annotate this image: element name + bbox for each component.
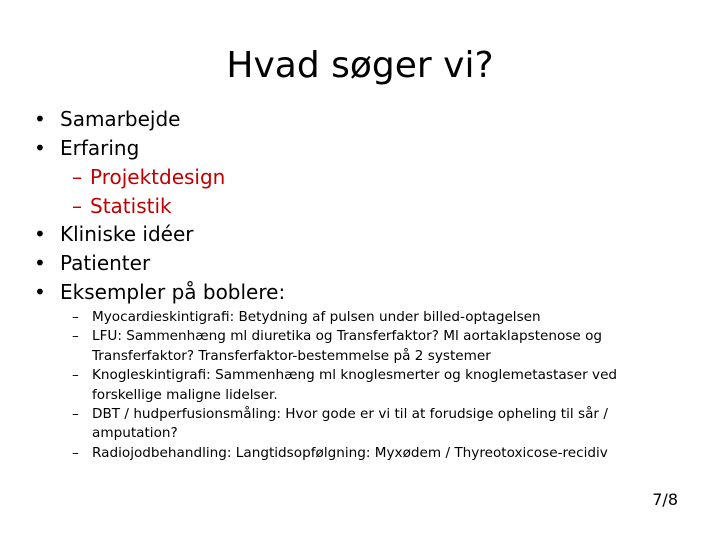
bullet-label: Eksempler på boblere: bbox=[60, 280, 286, 304]
dash-marker: – bbox=[72, 444, 79, 461]
bullet-marker: • bbox=[34, 136, 46, 160]
dash-marker: – bbox=[72, 194, 82, 218]
bullet-marker: • bbox=[34, 251, 46, 275]
bullet-label: Kliniske idéer bbox=[60, 222, 194, 246]
dash-marker: – bbox=[72, 309, 79, 325]
example-text: LFU: Sammenhæng ml diuretika og Transferfaktor? Ml aortaklapstenose og Transferfaktor? Transferfaktor-bestemmelse på 2 systemer bbox=[92, 328, 603, 364]
example-text: Radiojodbehandling: Langtidsopfølgning: Myxødem / Thyreotoxicose-recidiv bbox=[92, 444, 608, 461]
bullet-label: Patienter bbox=[60, 251, 151, 275]
dash-marker: – bbox=[72, 367, 79, 384]
bullet-erfaring bbox=[34, 134, 139, 163]
dash-marker: – bbox=[72, 165, 82, 189]
bullet-label: Erfaring bbox=[60, 136, 140, 160]
example-item bbox=[72, 308, 672, 327]
sub-bullet-projektdesign bbox=[72, 163, 225, 192]
slide-title: Hvad søger vi? bbox=[226, 45, 494, 86]
bullet-eksempler bbox=[34, 278, 285, 307]
bullet-patienter bbox=[34, 249, 150, 278]
dash-marker: – bbox=[72, 328, 79, 345]
sub-bullet-label: Projektdesign bbox=[90, 165, 226, 189]
example-text: Myocardieskintigrafi: Betydning af pulsen under billed-optagelsen bbox=[92, 309, 541, 325]
example-item bbox=[72, 366, 672, 405]
example-text: Knogleskintigrafi: Sammenhæng ml knoglesmerter og knoglemetastaser ved forskellige maligne lidelser. bbox=[92, 367, 618, 403]
example-text: DBT / hudperfusionsmåling: Hvor gode er vi til at forudsige opheling til sår / amputation? bbox=[92, 406, 608, 442]
example-item bbox=[72, 405, 672, 444]
bullet-label: Samarbejde bbox=[60, 107, 181, 131]
example-item bbox=[72, 444, 672, 463]
examples-list bbox=[72, 308, 672, 463]
bullet-marker: • bbox=[34, 280, 46, 304]
dash-marker: – bbox=[72, 406, 79, 423]
sub-bullet-statistik bbox=[72, 192, 172, 221]
page-number: 7/8 bbox=[652, 490, 678, 509]
bullet-kliniske-ideer bbox=[34, 220, 194, 249]
bullet-samarbejde bbox=[34, 105, 180, 134]
bullet-marker: • bbox=[34, 222, 46, 246]
example-item bbox=[72, 327, 672, 366]
bullet-marker: • bbox=[34, 107, 46, 131]
sub-bullet-label: Statistik bbox=[90, 194, 172, 218]
